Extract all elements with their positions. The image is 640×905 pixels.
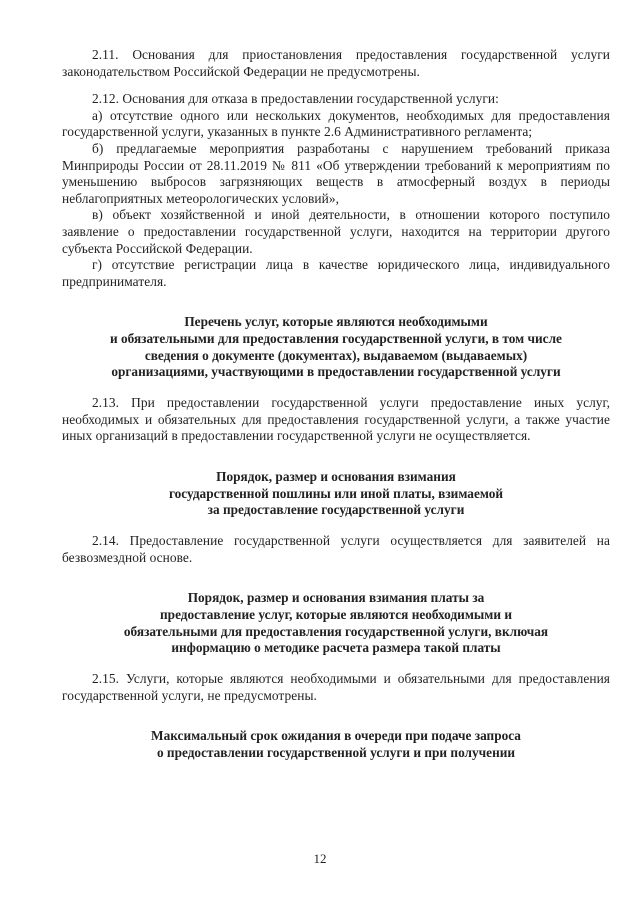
heading-line: государственной пошлины или иной платы, взимаемой <box>168 485 504 501</box>
heading-line: о предоставлении государственной услуги и при получении <box>156 744 516 760</box>
section-heading-queue-time <box>62 728 610 761</box>
heading-line: и обязательными для предоставления государственной услуги, в том числе <box>110 331 562 347</box>
page-body <box>62 47 610 762</box>
paragraph-2-14: 2.14. Предоставление государственной услуги осуществляется для заявителей на безвозмездной основе. <box>62 533 610 565</box>
paragraph-2-12-b: б) предлагаемые мероприятия разработаны с нарушением требований приказа Минприроды России от 28.11.2019 № 811 «Об утверждении требований к мероприятиям по уменьшению выбросов загрязняющих веществ в атмосферный воздух в периоды неблагоприятных метеорологических условий», <box>62 140 610 206</box>
page-number: 12 <box>313 851 327 866</box>
heading-line: Перечень услуг, которые являются необходимыми <box>184 314 488 330</box>
heading-line: предоставление услуг, которые являются необходимыми и <box>160 606 512 622</box>
section-heading-service-fee <box>62 590 610 657</box>
heading-line: сведения о документе (документах), выдаваемом (выдаваемых) <box>144 347 528 363</box>
paragraph-2-15: 2.15. Услуги, которые являются необходимыми и обязательными для предоставления государственной услуги, не предусмотрены. <box>62 671 610 703</box>
heading-line: за предоставление государственной услуги <box>207 502 465 518</box>
section-heading-required-services <box>62 314 610 381</box>
heading-line: обязательными для предоставления государственной услуги, включая <box>123 623 549 639</box>
paragraph-2-12: 2.12. Основания для отказа в предоставлении государственной услуги: <box>92 91 499 107</box>
paragraph-2-12-v: в) объект хозяйственной и иной деятельности, в отношении которого поступило заявление о предоставлении государственной услуги, находится на территории другого субъекта Российской Федерации. <box>62 207 610 256</box>
heading-line: Максимальный срок ожидания в очереди при подаче запроса <box>151 728 521 744</box>
heading-line: Порядок, размер и основания взимания <box>216 468 456 484</box>
heading-line: информацию о методике расчета размера такой платы <box>171 640 501 656</box>
heading-line: Порядок, размер и основания взимания платы за <box>187 590 485 606</box>
paragraph-2-12-a: а) отсутствие одного или нескольких документов, необходимых для предоставления государственной услуги, указанных в пункте 2.6 Административного регламента; <box>62 107 610 140</box>
paragraph-2-12-g: г) отсутствие регистрации лица в качестве юридического лица, индивидуального предпринимателя. <box>62 257 610 289</box>
heading-line: организациями, участвующими в предоставлении государственной услуги <box>111 364 561 380</box>
section-heading-state-fee <box>62 469 610 519</box>
paragraph-2-13: 2.13. При предоставлении государственной услуги предоставление иных услуг, необходимых и обязательных для предоставления государственной услуги, а также участие иных организаций в предоставлении государственной услуги не осуществляется. <box>62 395 610 444</box>
paragraph-2-11: 2.11. Основания для приостановления предоставления государственной услуги законодательством Российской Федерации не предусмотрены. <box>62 47 610 79</box>
